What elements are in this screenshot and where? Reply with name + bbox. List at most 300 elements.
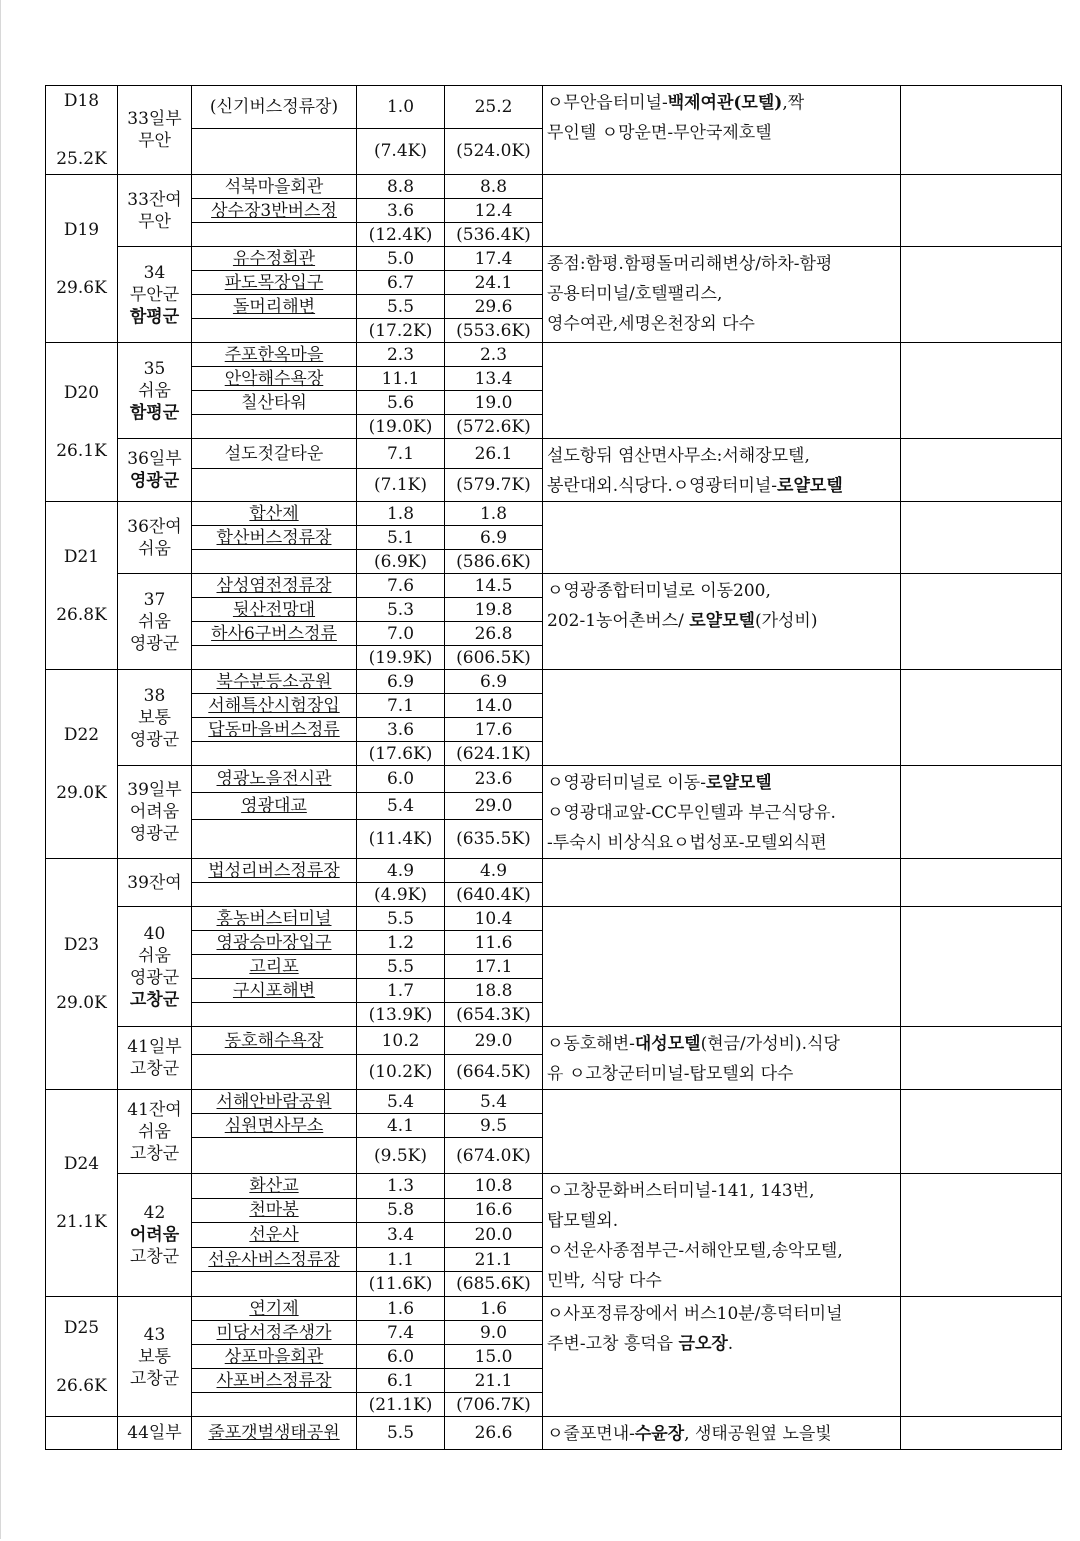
cumulative-distance: (664.5K) — [445, 1055, 543, 1090]
lodging-notes — [543, 343, 901, 439]
note-line: 유 ㅇ고창군터미널-탑모텔외 다수 — [547, 1064, 794, 1084]
empty-cell — [901, 175, 1062, 247]
cumulative-distance: 1.6 — [445, 1297, 543, 1321]
segment-distance: 7.1 — [357, 439, 445, 469]
lodging-name: 로얄모텔 — [705, 773, 772, 793]
place-cell: 유수정회관 — [192, 247, 357, 271]
stage-cell — [118, 175, 192, 247]
lodging-notes — [543, 574, 901, 670]
table-row — [46, 247, 1062, 271]
day-cell — [46, 86, 118, 175]
stage-line: 영광군 — [129, 633, 180, 654]
note-line: 봉란대외.식당다.ㅇ영광터미널-로얄모텔 — [547, 476, 843, 496]
table-row — [46, 907, 1062, 931]
stage-line: 고창군 — [129, 1143, 180, 1164]
segment-distance: 11.1 — [357, 367, 445, 391]
segment-distance: (7.1K) — [357, 469, 445, 502]
cumulative-distance: 26.8 — [445, 622, 543, 646]
stage-line: 영광군 — [129, 967, 180, 988]
stage-line: 영광군 — [129, 471, 180, 491]
place-cell: 석북마을회관 — [192, 175, 357, 199]
day-id: D23 — [63, 935, 100, 955]
cumulative-distance: 2.3 — [445, 343, 543, 367]
cumulative-distance: 12.4 — [445, 199, 543, 223]
place-cell: 영광대교 — [192, 793, 357, 820]
empty-cell — [901, 1174, 1062, 1297]
segment-distance: 1.8 — [357, 502, 445, 526]
day-cell — [46, 343, 118, 502]
segment-distance: 1.7 — [357, 979, 445, 1003]
lodging-notes — [543, 1174, 901, 1297]
day-cell — [46, 502, 118, 670]
stage-cell — [118, 859, 192, 907]
day-cell — [46, 859, 118, 1090]
stage-line: 보통 — [138, 1346, 171, 1367]
segment-distance: 7.0 — [357, 622, 445, 646]
place-cell — [192, 1393, 357, 1417]
cumulative-distance: (553.6K) — [445, 319, 543, 343]
place-cell: 돌머리해변 — [192, 295, 357, 319]
table-row — [46, 1090, 1062, 1114]
table-row — [46, 175, 1062, 199]
lodging-name: 수윤장 — [634, 1424, 685, 1444]
route-table-body — [46, 86, 1062, 1450]
stage-cell — [118, 1027, 192, 1090]
segment-distance: 5.5 — [357, 907, 445, 931]
cumulative-distance: (586.6K) — [445, 550, 543, 574]
cumulative-distance: (674.0K) — [445, 1138, 543, 1174]
empty-cell — [901, 859, 1062, 907]
segment-distance: 3.4 — [357, 1223, 445, 1248]
note-line: 설도항뒤 염산면사무소:서해장모텔, — [547, 446, 810, 466]
stage-line: 어려움 — [129, 1225, 180, 1245]
day-distance: 26.6K — [56, 1375, 107, 1396]
note-line: -투숙시 비상식요ㅇ법성포-모텔외식편 — [547, 833, 827, 853]
stage-number: 41일부 — [127, 1037, 182, 1057]
table-row — [46, 86, 1062, 129]
day-distance: 21.1K — [56, 1212, 107, 1232]
stage-line: 고창군 — [129, 989, 180, 1010]
segment-distance: 5.6 — [357, 391, 445, 415]
cumulative-distance: (635.5K) — [445, 820, 543, 859]
segment-distance: 6.0 — [357, 766, 445, 793]
cumulative-distance: 4.9 — [445, 859, 543, 883]
segment-distance: (19.0K) — [357, 415, 445, 439]
empty-cell — [901, 439, 1062, 502]
segment-distance: 5.5 — [357, 295, 445, 319]
stage-line: 43 — [143, 1324, 166, 1345]
note-line: 공용터미널/호텔팰리스, — [547, 284, 723, 304]
stage-cell — [118, 766, 192, 859]
place-cell: 화산교 — [192, 1174, 357, 1199]
lodging-name: 금오장 — [678, 1334, 728, 1354]
cumulative-distance: 14.0 — [445, 694, 543, 718]
segment-distance: 5.4 — [357, 793, 445, 820]
cumulative-distance: 8.8 — [445, 175, 543, 199]
cumulative-distance: 15.0 — [445, 1345, 543, 1369]
cumulative-distance: 21.1 — [445, 1369, 543, 1393]
cumulative-distance: 19.0 — [445, 391, 543, 415]
segment-distance: (9.5K) — [357, 1138, 445, 1174]
segment-distance: (17.6K) — [357, 742, 445, 766]
place-cell: 심원면사무소 — [192, 1114, 357, 1138]
empty-cell — [901, 1297, 1062, 1417]
day-distance: 26.1K — [56, 441, 107, 461]
note-line: ㅇ선운사종점부근-서해안모텔,송악모텔, — [547, 1241, 843, 1261]
empty-cell — [901, 247, 1062, 343]
day-cell — [46, 175, 118, 343]
segment-distance: (6.9K) — [357, 550, 445, 574]
place-cell: 북수분등소공원 — [192, 670, 357, 694]
stage-cell — [118, 502, 192, 574]
note-line: ㅇ동호해변-대성모텔(현금/가성비).식당 — [547, 1034, 840, 1054]
lodging-notes — [543, 766, 901, 859]
place-cell — [192, 319, 357, 343]
stage-cell — [118, 907, 192, 1027]
day-distance: 29.0K — [56, 993, 107, 1013]
table-row — [46, 1027, 1062, 1055]
table-row — [46, 502, 1062, 526]
segment-distance: 5.5 — [357, 1417, 445, 1450]
cumulative-distance: (579.7K) — [445, 469, 543, 502]
cumulative-distance: 17.4 — [445, 247, 543, 271]
cumulative-distance: (654.3K) — [445, 1003, 543, 1027]
day-cell — [46, 1090, 118, 1297]
stage-line: 영광군 — [129, 824, 180, 844]
place-cell — [192, 1003, 357, 1027]
place-cell — [192, 742, 357, 766]
stage-number: 33잔여 — [127, 189, 182, 210]
day-id: D22 — [63, 725, 100, 745]
day-id: D21 — [63, 546, 100, 567]
day-distance: 26.8K — [56, 604, 107, 625]
table-row — [46, 343, 1062, 367]
empty-cell — [901, 907, 1062, 1027]
place-cell: 주포한옥마을 — [192, 343, 357, 367]
cumulative-distance: 6.9 — [445, 526, 543, 550]
place-cell: 영광노을전시관 — [192, 766, 357, 793]
empty-cell — [901, 1417, 1062, 1450]
segment-distance: 5.0 — [357, 247, 445, 271]
day-cell — [46, 1417, 118, 1450]
segment-distance: 3.6 — [357, 199, 445, 223]
segment-distance: (11.6K) — [357, 1272, 445, 1297]
day-id: D19 — [63, 219, 100, 240]
stage-line: 보통 — [138, 707, 171, 728]
segment-distance: 5.8 — [357, 1198, 445, 1223]
place-cell: 안악해수욕장 — [192, 367, 357, 391]
place-cell — [192, 1055, 357, 1090]
note-line: 202-1농어촌버스/ 로얄모텔(가성비) — [547, 611, 818, 631]
note-line: ㅇ무안읍터미널-백제여관(모텔),짝 — [547, 93, 805, 113]
stage-number: 39잔여 — [127, 872, 182, 893]
stage-cell — [118, 1297, 192, 1417]
place-cell — [192, 128, 357, 174]
day-distance: 29.0K — [56, 783, 107, 803]
table-row — [46, 1417, 1062, 1450]
stage-cell — [118, 1174, 192, 1297]
lodging-notes — [543, 1090, 901, 1174]
note-line: ㅇ영광종합터미널로 이동200, — [547, 581, 771, 601]
stage-line: 쉬움 — [138, 611, 171, 632]
stage-line: 함평군 — [129, 306, 180, 327]
day-distance: 29.6K — [56, 277, 107, 298]
day-cell — [46, 1297, 118, 1417]
lodging-notes — [543, 502, 901, 574]
cumulative-distance: 20.0 — [445, 1223, 543, 1248]
place-cell: (신기버스정류장) — [192, 86, 357, 129]
segment-distance: 2.3 — [357, 343, 445, 367]
place-cell — [192, 469, 357, 502]
place-cell — [192, 223, 357, 247]
cumulative-distance: 17.6 — [445, 718, 543, 742]
cumulative-distance: 6.9 — [445, 670, 543, 694]
segment-distance: (11.4K) — [357, 820, 445, 859]
place-cell: 파도목장입구 — [192, 271, 357, 295]
lodging-notes — [543, 247, 901, 343]
note-line: ㅇ영광터미널로 이동-로얄모텔 — [547, 773, 772, 793]
stage-number: 39일부 — [127, 780, 182, 800]
cumulative-distance: (606.5K) — [445, 646, 543, 670]
place-cell: 선운사 — [192, 1223, 357, 1248]
segment-distance: 6.1 — [357, 1369, 445, 1393]
empty-cell — [901, 670, 1062, 766]
cumulative-distance: (685.6K) — [445, 1272, 543, 1297]
empty-cell — [901, 766, 1062, 859]
stage-number: 44일부 — [127, 1423, 182, 1443]
cumulative-distance: 10.4 — [445, 907, 543, 931]
note-line: 민박, 식당 다수 — [547, 1271, 662, 1291]
stage-line: 쉬움 — [138, 1121, 171, 1142]
stage-line: 고창군 — [129, 1059, 180, 1079]
place-cell: 동호해수욕장 — [192, 1027, 357, 1055]
table-row — [46, 439, 1062, 469]
note-line: 영수여관,세명온천장외 다수 — [547, 314, 755, 334]
stage-line: 34 — [143, 262, 166, 283]
place-cell — [192, 883, 357, 907]
lodging-notes — [543, 907, 901, 1027]
segment-distance: 5.1 — [357, 526, 445, 550]
table-row — [46, 766, 1062, 793]
place-cell: 천마봉 — [192, 1198, 357, 1223]
segment-distance: (17.2K) — [357, 319, 445, 343]
stage-number: 36일부 — [127, 449, 182, 469]
stage-line: 무안 — [138, 131, 171, 151]
stage-line: 37 — [143, 589, 166, 610]
lodging-name: 로얄모텔 — [689, 611, 755, 631]
note-line: ㅇ영광대교앞-CC무인텔과 부근식당유. — [547, 803, 836, 823]
cumulative-distance: 18.8 — [445, 979, 543, 1003]
lodging-notes — [543, 1027, 901, 1090]
stage-cell — [118, 1090, 192, 1174]
day-id: D25 — [63, 1317, 100, 1338]
stage-number: 33일부 — [127, 109, 182, 129]
empty-cell — [901, 1090, 1062, 1174]
segment-distance: 7.6 — [357, 574, 445, 598]
place-cell — [192, 550, 357, 574]
place-cell: 줄포갯벌생태공원 — [192, 1417, 357, 1450]
place-cell: 뒷산전망대 — [192, 598, 357, 622]
segment-distance: 4.9 — [357, 859, 445, 883]
day-id: D20 — [63, 383, 100, 403]
stage-line: 40 — [143, 923, 166, 944]
segment-distance: 5.4 — [357, 1090, 445, 1114]
lodging-notes — [543, 859, 901, 907]
stage-line: 35 — [143, 358, 166, 379]
stage-cell — [118, 574, 192, 670]
place-cell: 영광승마장입구 — [192, 931, 357, 955]
segment-distance: 6.7 — [357, 271, 445, 295]
place-cell — [192, 820, 357, 859]
note-line: ㅇ고창문화버스터미널-141, 143번, — [547, 1181, 815, 1201]
place-cell: 합산제 — [192, 502, 357, 526]
segment-distance: 1.3 — [357, 1174, 445, 1199]
stage-line: 무안 — [138, 211, 171, 232]
place-cell: 구시포해변 — [192, 979, 357, 1003]
place-cell: 사포버스정류장 — [192, 1369, 357, 1393]
cumulative-distance: 29.6 — [445, 295, 543, 319]
segment-distance: 5.5 — [357, 955, 445, 979]
cumulative-distance: 5.4 — [445, 1090, 543, 1114]
cumulative-distance: (640.4K) — [445, 883, 543, 907]
place-cell — [192, 1272, 357, 1297]
place-cell: 설도젓갈타운 — [192, 439, 357, 469]
segment-distance: 1.0 — [357, 86, 445, 129]
cumulative-distance: 13.4 — [445, 367, 543, 391]
route-table — [45, 85, 1062, 1450]
lodging-notes — [543, 1417, 901, 1450]
segment-distance: 1.1 — [357, 1247, 445, 1272]
stage-line: 무안군 — [129, 284, 180, 305]
place-cell — [192, 1138, 357, 1174]
stage-cell — [118, 247, 192, 343]
stage-cell — [118, 86, 192, 175]
stage-line: 쉬움 — [138, 945, 171, 966]
place-cell: 홍농버스터미널 — [192, 907, 357, 931]
place-cell: 하사6구버스정류 — [192, 622, 357, 646]
table-row — [46, 670, 1062, 694]
segment-distance: 10.2 — [357, 1027, 445, 1055]
stage-number: 41잔여 — [127, 1099, 182, 1120]
empty-cell — [901, 502, 1062, 574]
cumulative-distance: 11.6 — [445, 931, 543, 955]
segment-distance: 5.3 — [357, 598, 445, 622]
stage-line: 함평군 — [129, 402, 180, 423]
cumulative-distance: 17.1 — [445, 955, 543, 979]
cumulative-distance: 14.5 — [445, 574, 543, 598]
segment-distance: 7.1 — [357, 694, 445, 718]
day-cell — [46, 670, 118, 859]
stage-line: 고창군 — [129, 1247, 180, 1267]
place-cell: 법성리버스정류장 — [192, 859, 357, 883]
segment-distance: (10.2K) — [357, 1055, 445, 1090]
stage-cell — [118, 343, 192, 439]
place-cell: 상포마을회관 — [192, 1345, 357, 1369]
cumulative-distance: 9.5 — [445, 1114, 543, 1138]
stage-cell — [118, 439, 192, 502]
place-cell: 서해특산시험장입 — [192, 694, 357, 718]
lodging-notes — [543, 86, 901, 175]
segment-distance: (13.9K) — [357, 1003, 445, 1027]
cumulative-distance: 21.1 — [445, 1247, 543, 1272]
lodging-name: 로얄모텔 — [777, 476, 843, 496]
cumulative-distance: (536.4K) — [445, 223, 543, 247]
cumulative-distance: (706.7K) — [445, 1393, 543, 1417]
empty-cell — [901, 1027, 1062, 1090]
cumulative-distance: 29.0 — [445, 1027, 543, 1055]
cumulative-distance: (624.1K) — [445, 742, 543, 766]
stage-cell — [118, 670, 192, 766]
cumulative-distance: (524.0K) — [445, 128, 543, 174]
place-cell: 합산버스정류장 — [192, 526, 357, 550]
stage-line: 42 — [143, 1203, 166, 1223]
cumulative-distance: 29.0 — [445, 793, 543, 820]
cumulative-distance: 9.0 — [445, 1321, 543, 1345]
segment-distance: 1.6 — [357, 1297, 445, 1321]
place-cell: 고리포 — [192, 955, 357, 979]
note-line: 종점:함평.함평돌머리해변상/하차-함평 — [547, 254, 833, 274]
stage-line: 영광군 — [129, 729, 180, 750]
table-row — [46, 1174, 1062, 1199]
table-row — [46, 1297, 1062, 1321]
stage-line: 고창군 — [129, 1368, 180, 1389]
segment-distance: (7.4K) — [357, 128, 445, 174]
segment-distance: 1.2 — [357, 931, 445, 955]
lodging-notes — [543, 439, 901, 502]
stage-cell — [118, 1417, 192, 1450]
note-line: 주변-고창 흥덕읍 금오장. — [547, 1334, 734, 1354]
cumulative-distance: 16.6 — [445, 1198, 543, 1223]
place-cell: 삼성염전정류장 — [192, 574, 357, 598]
empty-cell — [901, 86, 1062, 175]
stage-line: 어려움 — [129, 802, 180, 822]
cumulative-distance: 10.8 — [445, 1174, 543, 1199]
cumulative-distance: 25.2 — [445, 86, 543, 129]
cumulative-distance: (572.6K) — [445, 415, 543, 439]
cumulative-distance: 19.8 — [445, 598, 543, 622]
lodging-name: 대성모텔 — [634, 1034, 701, 1054]
stage-line: 쉬움 — [138, 538, 171, 559]
segment-distance: (4.9K) — [357, 883, 445, 907]
place-cell: 상수장3반버스정 — [192, 199, 357, 223]
lodging-notes — [543, 1297, 901, 1417]
segment-distance: 6.9 — [357, 670, 445, 694]
cumulative-distance: 24.1 — [445, 271, 543, 295]
segment-distance: (12.4K) — [357, 223, 445, 247]
place-cell: 답동마을버스정류 — [192, 718, 357, 742]
place-cell: 서해안바람공원 — [192, 1090, 357, 1114]
place-cell — [192, 415, 357, 439]
note-line: ㅇ사포정류장에서 버스10분/흥덕터미널 — [547, 1304, 843, 1324]
empty-cell — [901, 574, 1062, 670]
note-line: 탑모텔외. — [547, 1211, 619, 1231]
table-row — [46, 859, 1062, 883]
day-distance: 25.2K — [56, 149, 107, 169]
stage-line: 38 — [143, 685, 166, 706]
cumulative-distance: 23.6 — [445, 766, 543, 793]
stage-number: 36잔여 — [127, 516, 182, 537]
note-line: 무인텔 ㅇ망운면-무안국제호텔 — [547, 123, 772, 143]
cumulative-distance: 26.6 — [445, 1417, 543, 1450]
place-cell: 연기제 — [192, 1297, 357, 1321]
place-cell: 미당서정주생가 — [192, 1321, 357, 1345]
place-cell: 선운사버스정류장 — [192, 1247, 357, 1272]
place-cell — [192, 646, 357, 670]
segment-distance: 4.1 — [357, 1114, 445, 1138]
place-cell: 칠산타워 — [192, 391, 357, 415]
empty-cell — [901, 343, 1062, 439]
note-line: ㅇ줄포면내-수윤장, 생태공원옆 노을빛 — [547, 1424, 832, 1444]
